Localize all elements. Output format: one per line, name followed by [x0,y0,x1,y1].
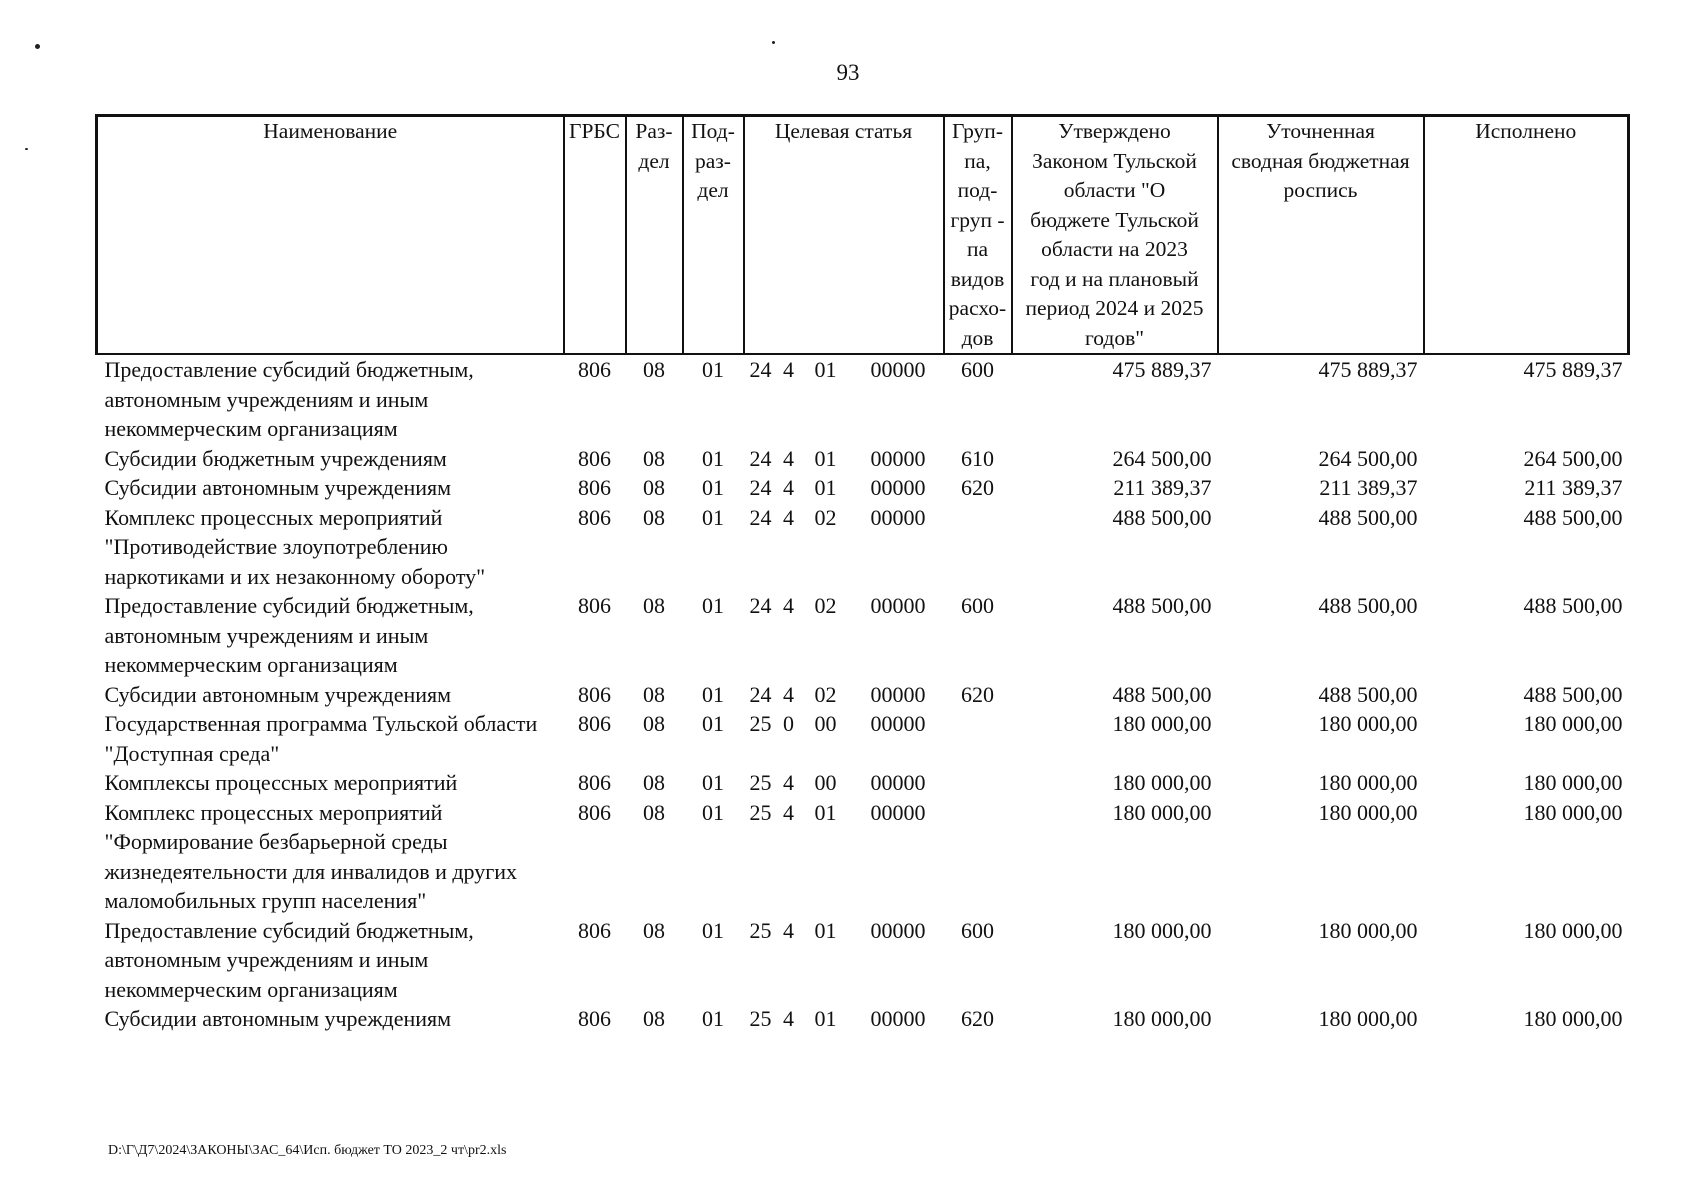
row-target-article [744,473,944,503]
target-program: 24 [749,593,772,618]
target-program: 25 [749,917,772,943]
table-row [97,503,1629,592]
header-name: Наименование [97,116,564,355]
header-grbs: ГРБС [564,116,626,355]
row-podrazdel: 01 [702,770,724,795]
row-name: Субсидии автономным учреждениям [104,681,452,707]
row-grbs: 806 [578,770,611,795]
row-expense-group [944,709,1012,768]
row-podrazdel: 01 [702,475,724,500]
budget-table [95,114,1630,1034]
table-row [97,444,1629,474]
row-target-article [744,709,944,768]
target-direction: 00000 [870,357,926,382]
row-specified: 211 389,37 [1319,475,1418,500]
row-grbs: 806 [578,504,611,530]
row-razdel: 08 [643,1006,665,1031]
row-expense-group [944,768,1012,798]
target-direction: 00000 [870,593,926,618]
target-type: 4 [783,917,794,943]
row-razdel: 08 [643,681,665,707]
target-subprogram: 01 [814,475,837,500]
target-direction: 00000 [870,799,926,825]
target-program: 24 [749,681,772,707]
row-executed: 211 389,37 [1524,475,1623,500]
row-razdel: 08 [643,799,665,825]
header-approved: Утверждено Законом Тульской области "О бюджете Тульской области на 2023 год и на плановый период 2024 и 2025 годов" [1012,116,1218,355]
row-expense-group: 620 [961,681,994,707]
row-specified: 180 000,00 [1318,799,1418,825]
row-razdel: 08 [643,504,665,530]
row-expense-group: 600 [961,357,994,382]
row-executed: 264 500,00 [1523,445,1623,471]
target-direction: 00000 [870,1006,926,1031]
row-grbs: 806 [578,357,611,382]
target-subprogram: 01 [814,357,837,382]
target-type: 4 [783,770,794,795]
row-approved: 180 000,00 [1112,711,1212,736]
target-subprogram: 01 [814,799,837,825]
row-razdel: 08 [643,770,665,795]
target-subprogram: 01 [814,917,837,943]
row-target-article [744,1004,944,1034]
row-approved: 180 000,00 [1112,917,1212,943]
row-approved: 488 500,00 [1112,681,1212,707]
table-row [97,680,1629,710]
header-executed: Исполнено [1424,116,1629,355]
row-razdel: 08 [643,711,665,736]
row-specified: 264 500,00 [1318,445,1418,471]
table-row [97,768,1629,798]
target-direction: 00000 [870,445,926,471]
table-row [97,709,1629,768]
row-name: Предоставление субсидий бюджетным, автономным учреждениям и иным некоммерческим организациям [104,917,474,1002]
row-specified: 180 000,00 [1318,917,1418,943]
row-executed: 475 889,37 [1523,357,1623,382]
target-program: 24 [749,445,772,471]
row-name: Комплекс процессных мероприятий "Формирование безбарьерной среды жизнедеятельности для инвалидов и других маломобильных групп населения" [104,799,518,913]
row-podrazdel: 01 [702,357,724,382]
header-target-article: Целевая статья [744,116,944,355]
row-name: Комплекс процессных мероприятий "Противодействие злоупотреблению наркотиками и их незаконному обороту" [104,504,486,589]
scan-speck [35,44,40,49]
row-approved: 475 889,37 [1112,357,1212,382]
table-row [97,473,1629,503]
target-subprogram: 01 [814,445,837,471]
table-row [97,916,1629,1005]
target-type: 4 [783,475,794,500]
row-target-article [744,916,944,1005]
target-direction: 00000 [870,917,926,943]
target-program: 24 [749,475,772,500]
row-podrazdel: 01 [702,593,724,618]
row-specified: 488 500,00 [1318,504,1418,530]
header-podrazdel: Под- раз- дел [683,116,744,355]
row-grbs: 806 [578,681,611,707]
row-name: Предоставление субсидий бюджетным, автономным учреждениям и иным некоммерческим организациям [104,357,474,441]
row-podrazdel: 01 [702,711,724,736]
row-executed: 180 000,00 [1523,917,1623,943]
target-program: 25 [749,711,772,736]
scan-speck [25,148,28,150]
target-type: 4 [783,799,794,825]
row-podrazdel: 01 [702,445,724,471]
row-target-article [744,680,944,710]
target-direction: 00000 [870,681,926,707]
row-approved: 180 000,00 [1112,1006,1212,1031]
target-subprogram: 00 [814,770,837,795]
row-razdel: 08 [643,475,665,500]
header-specified: Уточненная сводная бюджетная роспись [1218,116,1424,355]
target-program: 24 [749,504,772,530]
row-razdel: 08 [643,357,665,382]
file-path-footer: D:\Г\Д7\2024\ЗАКОНЫ\ЗАС_64\Исп. бюджет ТО 2023_2 чт\pr2.xls [108,1143,507,1158]
scan-speck [772,41,775,44]
target-subprogram: 01 [814,1006,837,1031]
row-grbs: 806 [578,593,611,618]
target-direction: 00000 [870,770,926,795]
row-expense-group: 620 [961,1006,994,1031]
row-grbs: 806 [578,1006,611,1031]
row-grbs: 806 [578,445,611,471]
header-razdel: Раз- дел [626,116,683,355]
row-expense-group: 600 [961,593,994,618]
page-number: 93 [836,60,860,85]
row-specified: 488 500,00 [1318,593,1418,618]
table-row [97,1004,1629,1034]
target-subprogram: 00 [814,711,837,736]
row-approved: 488 500,00 [1112,504,1212,530]
row-target-article [744,444,944,474]
target-type: 4 [783,357,794,382]
row-target-article [744,798,944,916]
target-subprogram: 02 [814,504,837,530]
table-row [97,591,1629,680]
row-executed: 180 000,00 [1523,711,1623,736]
table-header-row [97,116,1629,355]
row-podrazdel: 01 [702,1006,724,1031]
target-direction: 00000 [870,711,926,736]
target-type: 0 [783,711,794,736]
target-type: 4 [783,1006,794,1031]
row-approved: 180 000,00 [1112,799,1212,825]
target-program: 25 [749,799,772,825]
row-grbs: 806 [578,799,611,825]
target-type: 4 [783,593,794,618]
row-specified: 488 500,00 [1318,681,1418,707]
row-razdel: 08 [643,445,665,471]
row-podrazdel: 01 [702,917,724,943]
target-direction: 00000 [870,504,926,530]
row-name: Субсидии автономным учреждениям [104,475,452,500]
row-specified: 180 000,00 [1318,770,1418,795]
row-specified: 180 000,00 [1318,711,1418,736]
target-type: 4 [783,445,794,471]
row-grbs: 806 [578,917,611,943]
target-program: 25 [749,1006,772,1031]
header-expense-group: Груп- па, под- груп - па видов расхо- дов [944,116,1012,355]
target-type: 4 [783,504,794,530]
row-target-article [744,354,944,444]
row-specified: 180 000,00 [1318,1006,1418,1031]
target-type: 4 [783,681,794,707]
row-executed: 180 000,00 [1523,1006,1623,1031]
row-name: Субсидии бюджетным учреждениям [104,445,447,471]
row-executed: 180 000,00 [1523,799,1623,825]
row-executed: 180 000,00 [1523,770,1623,795]
table-row [97,798,1629,916]
row-name: Комплексы процессных мероприятий [104,770,458,795]
target-subprogram: 02 [814,593,837,618]
row-expense-group [944,798,1012,916]
row-approved: 488 500,00 [1112,593,1212,618]
row-name: Субсидии автономным учреждениям [104,1006,452,1031]
target-program: 24 [749,357,772,382]
row-podrazdel: 01 [702,681,724,707]
row-executed: 488 500,00 [1523,681,1623,707]
row-razdel: 08 [643,593,665,618]
row-approved: 211 389,37 [1113,475,1212,500]
target-direction: 00000 [870,475,926,500]
row-name: Государственная программа Тульской области "Доступная среда" [104,711,538,766]
row-podrazdel: 01 [702,799,724,825]
row-grbs: 806 [578,475,611,500]
row-podrazdel: 01 [702,504,724,530]
row-expense-group: 600 [961,917,994,943]
row-razdel: 08 [643,917,665,943]
row-grbs: 806 [578,711,611,736]
row-expense-group: 620 [961,475,994,500]
row-executed: 488 500,00 [1523,504,1623,530]
row-name: Предоставление субсидий бюджетным, автономным учреждениям и иным некоммерческим организациям [104,593,474,677]
target-subprogram: 02 [814,681,837,707]
row-expense-group [944,503,1012,592]
row-target-article [744,591,944,680]
row-target-article [744,503,944,592]
table-row [97,354,1629,444]
row-specified: 475 889,37 [1318,357,1418,382]
row-expense-group: 610 [961,445,994,471]
target-program: 25 [749,770,772,795]
row-approved: 180 000,00 [1112,770,1212,795]
row-executed: 488 500,00 [1523,593,1623,618]
row-approved: 264 500,00 [1112,445,1212,471]
row-target-article [744,768,944,798]
